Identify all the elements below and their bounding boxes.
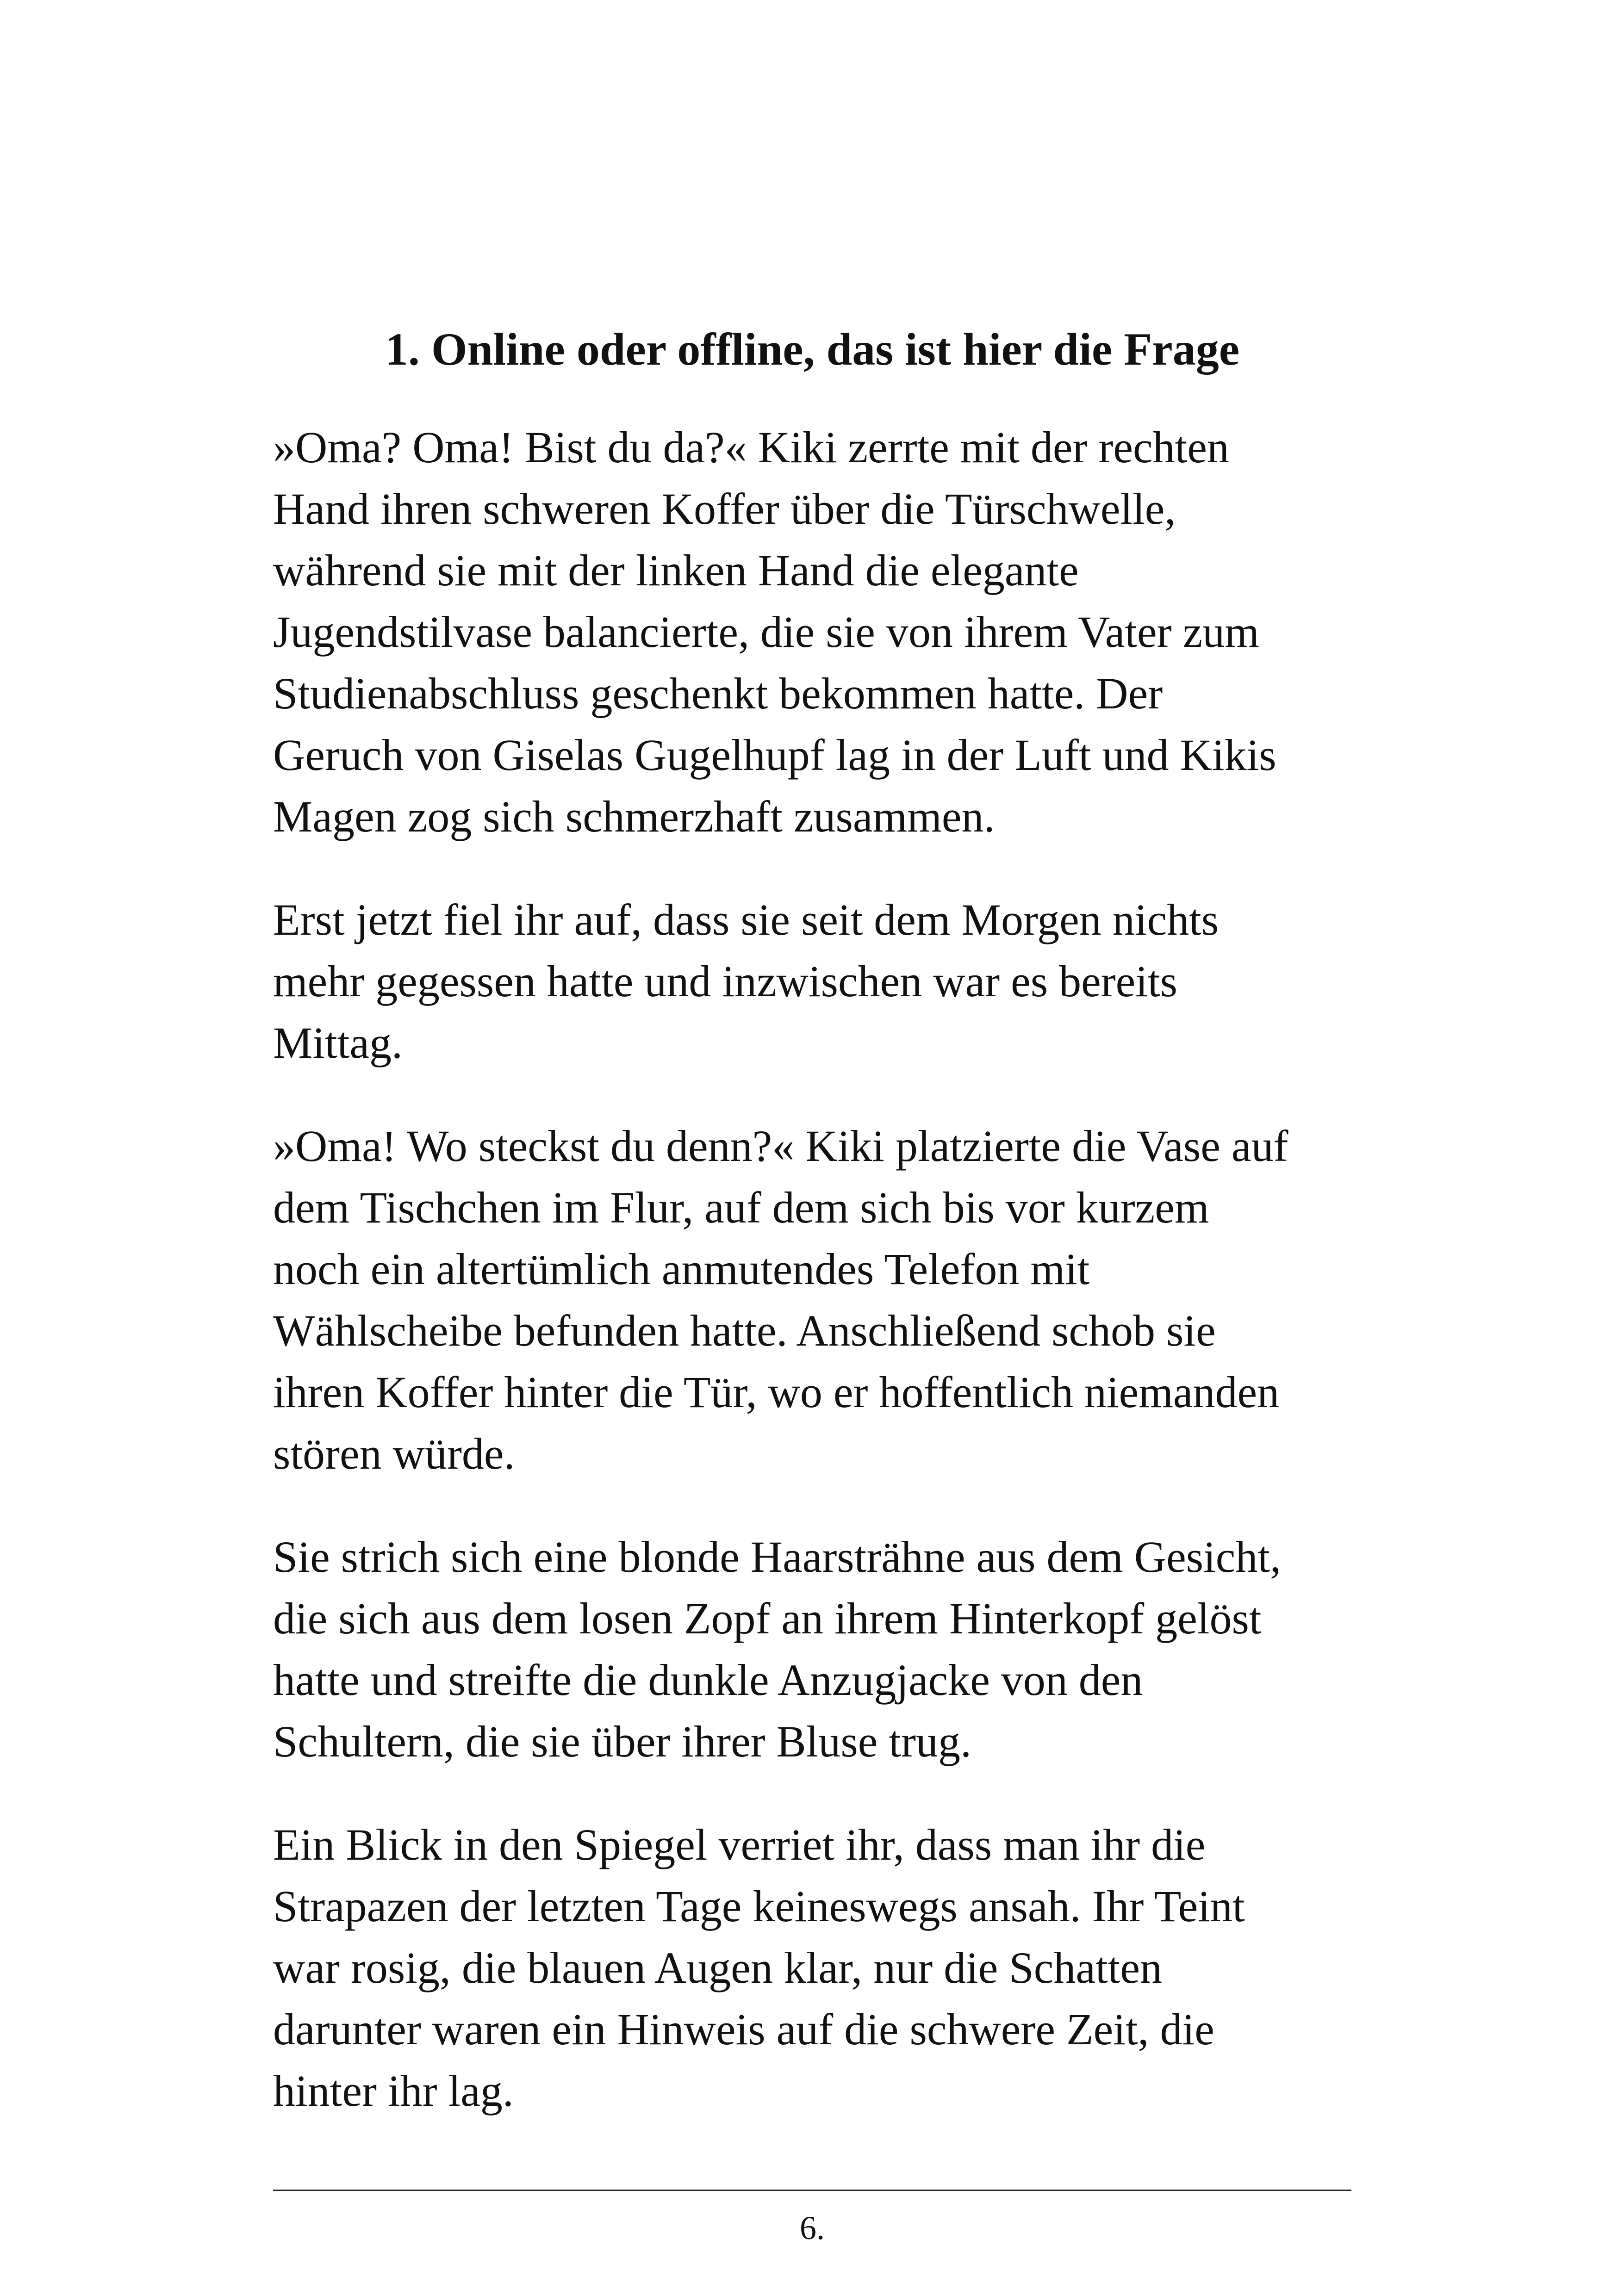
text-line: hatte und streifte die dunkle Anzugjacke von den xyxy=(273,1655,1143,1705)
page-number: 6. xyxy=(800,2209,825,2246)
body-text xyxy=(273,416,1365,2163)
text-line: Ein Blick in den Spiegel verriet ihr, dass man ihr die xyxy=(273,1820,1206,1869)
footer-divider xyxy=(273,2190,1351,2191)
text-line: war rosig, die blauen Augen klar, nur die Schatten xyxy=(273,1943,1162,1992)
text-line: Wählscheibe befunden hatte. Anschließend schob sie xyxy=(273,1306,1216,1355)
text-line: Magen zog sich schmerzhaft zusammen. xyxy=(273,792,995,841)
paragraph-2 xyxy=(273,889,1365,1074)
text-line: stören würde. xyxy=(273,1429,515,1478)
paragraph-5 xyxy=(273,1814,1365,2122)
text-line: die sich aus dem losen Zopf an ihrem Hinterkopf gelöst xyxy=(273,1594,1262,1643)
paragraph-3 xyxy=(273,1115,1365,1484)
text-line: Erst jetzt fiel ihr auf, dass sie seit dem Morgen nichts xyxy=(273,895,1219,944)
text-line: »Oma? Oma! Bist du da?« Kiki zerrte mit der rechten xyxy=(273,422,1229,472)
text-line: Sie strich sich eine blonde Haarsträhne aus dem Gesicht, xyxy=(273,1532,1281,1582)
chapter-title: 1. Online oder offline, das ist hier die Frage xyxy=(385,323,1240,375)
paragraph-4 xyxy=(273,1526,1365,1772)
text-line: »Oma! Wo steckst du denn?« Kiki platzierte die Vase auf xyxy=(273,1121,1288,1171)
text-line: Strapazen der letzten Tage keineswegs ansah. Ihr Teint xyxy=(273,1881,1245,1931)
text-line: Geruch von Giselas Gugelhupf lag in der Luft und Kikis xyxy=(273,730,1276,780)
text-line: Mittag. xyxy=(273,1018,403,1067)
text-line: noch ein altertümlich anmutendes Telefon mit xyxy=(273,1244,1090,1294)
text-line: hinter ihr lag. xyxy=(273,2066,514,2116)
text-line: mehr gegessen hatte und inzwischen war es bereits xyxy=(273,956,1177,1006)
text-line: während sie mit der linken Hand die elegante xyxy=(273,546,1079,595)
paragraph-1 xyxy=(273,416,1365,847)
text-line: Schultern, die sie über ihrer Bluse trug. xyxy=(273,1717,971,1766)
text-line: Jugendstilvase balancierte, die sie von ihrem Vater zum xyxy=(273,607,1259,657)
text-line: darunter waren ein Hinweis auf die schwere Zeit, die xyxy=(273,2004,1214,2054)
text-line: ihren Koffer hinter die Tür, wo er hoffentlich niemanden xyxy=(273,1367,1280,1417)
text-line: Studienabschluss geschenkt bekommen hatte. Der xyxy=(273,669,1163,718)
text-line: dem Tischchen im Flur, auf dem sich bis vor kurzem xyxy=(273,1183,1209,1232)
text-line: Hand ihren schweren Koffer über die Türschwelle, xyxy=(273,484,1176,534)
